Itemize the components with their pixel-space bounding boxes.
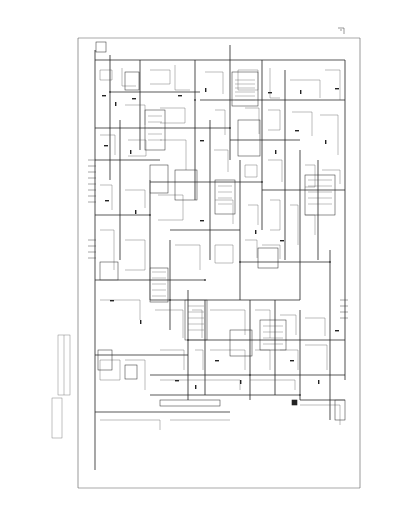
ground-symbol xyxy=(292,400,297,405)
